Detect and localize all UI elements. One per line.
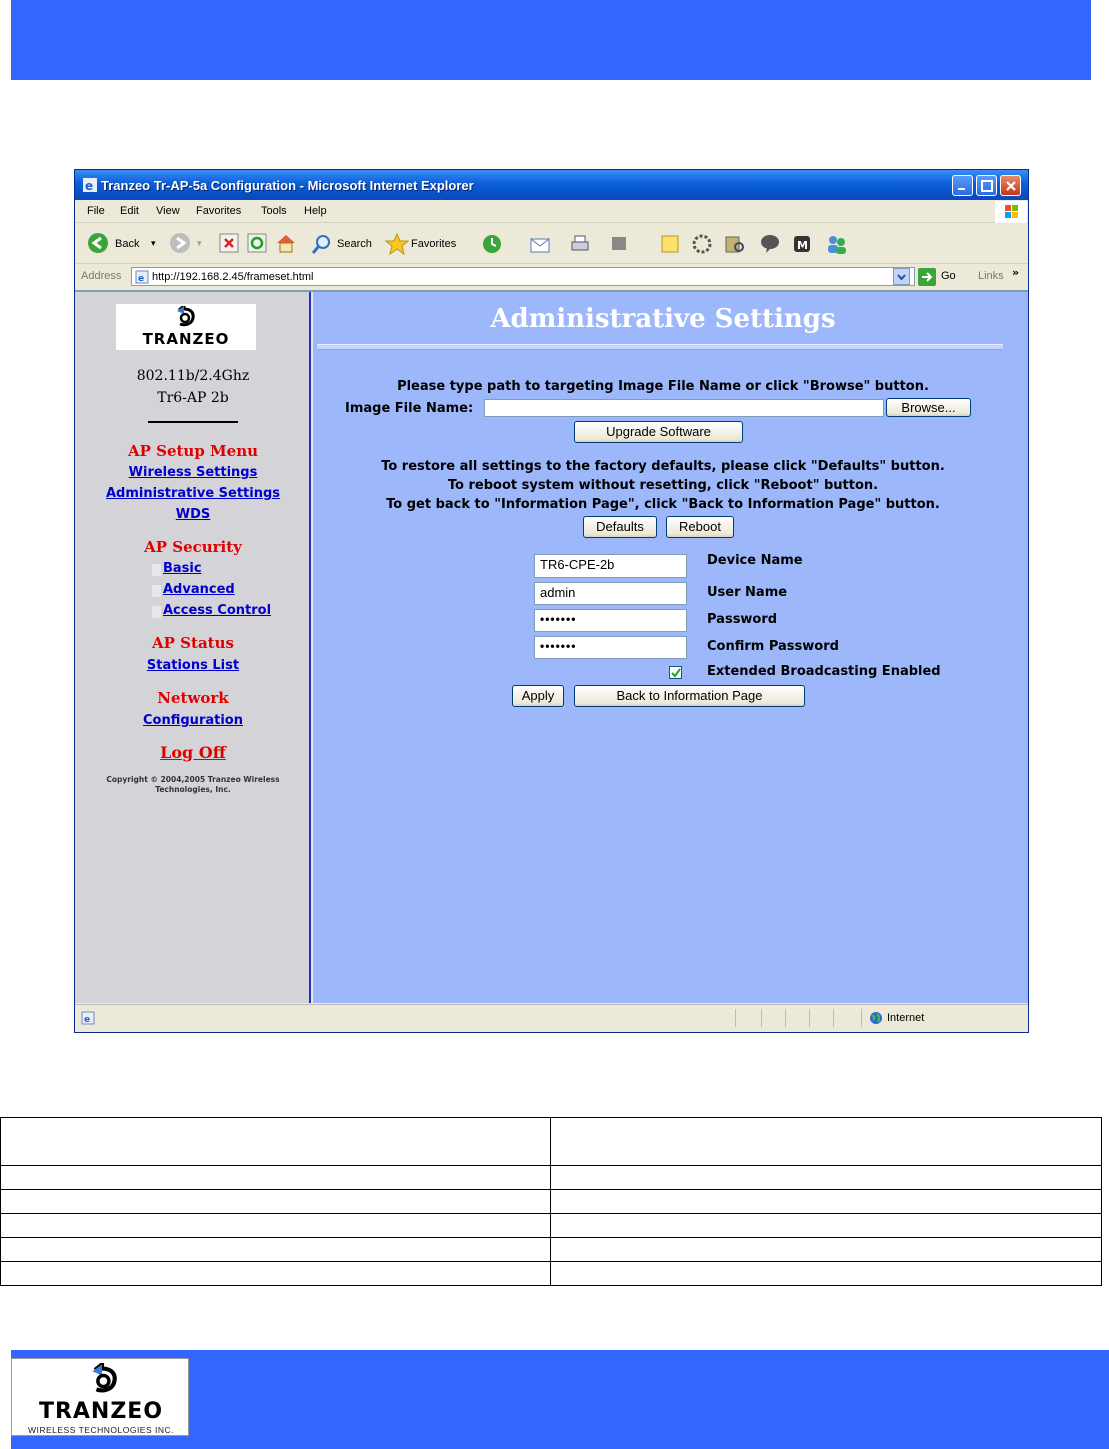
research-icon[interactable] bbox=[723, 233, 745, 255]
sidebar-item-access-control[interactable]: Access Control bbox=[163, 603, 272, 618]
svg-text:e: e bbox=[85, 179, 94, 192]
back-button[interactable]: Back bbox=[115, 238, 140, 250]
window-title: Tranzeo Tr-AP-5a Configuration - Microsoft Internet Explorer bbox=[101, 178, 474, 193]
tranzeo-logo-mark-icon bbox=[171, 306, 197, 330]
edit-icon[interactable] bbox=[609, 233, 629, 253]
table-cell bbox=[1, 1214, 551, 1238]
menu-favorites[interactable]: Favorites bbox=[196, 205, 242, 217]
bullet-icon bbox=[152, 585, 161, 597]
ie-window bbox=[74, 169, 1029, 1033]
menu-help[interactable]: Help bbox=[304, 205, 327, 217]
password-input[interactable]: ••••••• bbox=[534, 609, 687, 632]
upload-instruction: Please type path to targeting Image File Name or click "Browse" button. bbox=[397, 379, 929, 394]
tranzeo-logo bbox=[116, 304, 256, 350]
links-chevron-icon[interactable]: » bbox=[1012, 266, 1020, 279]
page-header-band bbox=[11, 0, 1091, 80]
page-icon bbox=[135, 270, 149, 284]
title-bar[interactable] bbox=[75, 170, 1028, 200]
messenger-balloon-icon[interactable] bbox=[759, 233, 781, 255]
confirm-password-input[interactable]: ••••••• bbox=[534, 636, 687, 659]
table-row bbox=[1, 1190, 1102, 1214]
status-separator bbox=[761, 1009, 762, 1027]
back-dropdown-icon[interactable]: ▾ bbox=[151, 238, 156, 248]
main-frame bbox=[313, 292, 1028, 1003]
sidebar-item-configuration[interactable]: Configuration bbox=[143, 713, 243, 728]
checkmark-icon bbox=[671, 668, 681, 678]
ap-setup-menu-heading: AP Setup Menu bbox=[127, 442, 259, 460]
back-to-information-page-button[interactable]: Back to Information Page bbox=[574, 685, 805, 707]
table-cell bbox=[1, 1166, 551, 1190]
bullet-icon bbox=[152, 564, 161, 576]
footer-logo-wordmark: TRANZEO bbox=[38, 1399, 164, 1424]
table-row bbox=[1, 1166, 1102, 1190]
internet-globe-icon bbox=[869, 1011, 883, 1025]
forward-dropdown-icon[interactable]: ▾ bbox=[197, 238, 202, 248]
status-separator bbox=[861, 1009, 862, 1027]
network-heading: Network bbox=[157, 689, 229, 707]
extended-broadcast-checkbox[interactable] bbox=[669, 666, 682, 679]
address-bar bbox=[75, 265, 1028, 289]
apply-button[interactable]: Apply bbox=[512, 685, 564, 707]
favorites-button[interactable]: Favorites bbox=[411, 238, 457, 250]
status-bar bbox=[75, 1004, 1028, 1032]
upgrade-software-button[interactable]: Upgrade Software bbox=[574, 421, 743, 443]
minimize-button[interactable] bbox=[952, 175, 973, 196]
user-name-input[interactable]: admin bbox=[534, 582, 687, 605]
table-cell bbox=[551, 1262, 1102, 1286]
bullet-icon bbox=[152, 606, 161, 618]
security-zone: Internet bbox=[887, 1012, 925, 1024]
ap-security-heading: AP Security bbox=[144, 538, 242, 556]
menu-edit[interactable]: Edit bbox=[120, 205, 139, 217]
svg-text:M: M bbox=[797, 239, 808, 252]
sidebar-divider bbox=[148, 421, 238, 423]
image-file-label: Image File Name: bbox=[345, 401, 474, 416]
maximize-button[interactable] bbox=[976, 175, 997, 196]
sidebar-item-basic[interactable]: Basic bbox=[163, 561, 202, 576]
table-cell bbox=[551, 1118, 1102, 1166]
copyright-line-2: Technologies, Inc. bbox=[155, 785, 231, 794]
copyright-text bbox=[81, 775, 305, 795]
sidebar-item-administrative-settings[interactable]: Administrative Settings bbox=[105, 486, 281, 501]
footer-logo-subtext: WIRELESS TECHNOLOGIES INC. bbox=[27, 1425, 175, 1435]
media-icon[interactable] bbox=[791, 233, 813, 255]
svg-text:e: e bbox=[84, 1015, 91, 1025]
page-status-icon bbox=[81, 1011, 95, 1025]
back-arrow-icon[interactable] bbox=[87, 232, 109, 254]
table-cell bbox=[551, 1214, 1102, 1238]
status-separator bbox=[809, 1009, 810, 1027]
sidebar-item-wds[interactable]: WDS bbox=[175, 507, 211, 522]
menu-file[interactable]: File bbox=[87, 205, 105, 217]
ap-status-heading: AP Status bbox=[152, 634, 234, 652]
table-row bbox=[1, 1238, 1102, 1262]
toolbar bbox=[75, 224, 1028, 264]
log-off-link[interactable]: Log Off bbox=[160, 743, 226, 762]
mail-icon[interactable] bbox=[529, 233, 555, 255]
table-cell bbox=[1, 1118, 551, 1166]
go-button[interactable]: Go bbox=[941, 270, 956, 282]
table-header-row bbox=[1, 1118, 1102, 1166]
address-url: http://192.168.2.45/frameset.html bbox=[152, 271, 314, 283]
status-separator bbox=[785, 1009, 786, 1027]
page-content bbox=[75, 290, 1028, 1003]
reboot-instruction: To reboot system without resetting, click "Reboot" button. bbox=[447, 478, 879, 493]
status-separator bbox=[833, 1009, 834, 1027]
forward-arrow-icon[interactable] bbox=[169, 232, 191, 254]
close-button[interactable] bbox=[1000, 175, 1021, 196]
stop-icon[interactable] bbox=[219, 233, 239, 253]
model-band: 802.11b/2.4Ghz bbox=[136, 368, 250, 384]
favorites-star-icon[interactable] bbox=[385, 233, 409, 255]
links-label[interactable]: Links bbox=[978, 270, 1004, 282]
device-name-input[interactable]: TR6-CPE-2b bbox=[534, 554, 687, 578]
page-title: Administrative Settings bbox=[490, 304, 836, 334]
footer-logo bbox=[11, 1358, 189, 1436]
confirm-password-label: Confirm Password bbox=[707, 639, 839, 654]
table-row bbox=[1, 1262, 1102, 1286]
status-separator bbox=[735, 1009, 736, 1027]
table-cell bbox=[1, 1262, 551, 1286]
table-cell bbox=[551, 1190, 1102, 1214]
notes-icon[interactable] bbox=[659, 233, 681, 255]
ie-icon bbox=[83, 178, 97, 192]
tranzeo-logo-mark-icon bbox=[84, 1363, 120, 1399]
refresh-icon[interactable] bbox=[247, 233, 267, 253]
browse-button[interactable]: Browse... bbox=[886, 398, 971, 417]
print-icon[interactable] bbox=[569, 233, 591, 255]
defaults-button[interactable]: Defaults bbox=[583, 516, 657, 538]
windows-logo-icon bbox=[995, 201, 1027, 223]
password-label: Password bbox=[707, 612, 778, 627]
history-icon[interactable] bbox=[481, 233, 503, 255]
menu-tools[interactable]: Tools bbox=[261, 205, 287, 217]
logo-wordmark: TRANZEO bbox=[142, 330, 230, 348]
title-divider bbox=[317, 344, 1003, 350]
go-arrow-icon[interactable] bbox=[918, 268, 936, 286]
table-cell bbox=[551, 1238, 1102, 1262]
copyright-line-1: Copyright © 2004,2005 Tranzeo Wireless bbox=[106, 775, 280, 784]
home-icon[interactable] bbox=[275, 233, 297, 253]
restore-instruction: To restore all settings to the factory defaults, please click "Defaults" button. bbox=[381, 459, 945, 474]
model-name: Tr6-AP 2b bbox=[157, 390, 229, 406]
device-name-label: Device Name bbox=[707, 553, 803, 568]
address-dropdown-icon[interactable] bbox=[893, 268, 910, 285]
sidebar-item-advanced[interactable]: Advanced bbox=[163, 582, 235, 597]
back-instruction: To get back to "Information Page", click "Back to Information Page" button. bbox=[386, 497, 940, 512]
user-name-label: User Name bbox=[707, 585, 788, 600]
menu-bar bbox=[75, 201, 1028, 223]
image-file-input[interactable] bbox=[484, 399, 884, 417]
table-cell bbox=[1, 1190, 551, 1214]
address-label: Address bbox=[81, 270, 122, 282]
menu-view[interactable]: View bbox=[156, 205, 180, 217]
flower-icon[interactable] bbox=[691, 233, 713, 255]
svg-text:e: e bbox=[138, 274, 145, 284]
messenger-people-icon[interactable] bbox=[825, 233, 849, 255]
table-row bbox=[1, 1214, 1102, 1238]
search-button[interactable]: Search bbox=[337, 238, 372, 250]
address-input[interactable] bbox=[131, 267, 915, 286]
sidebar-frame bbox=[75, 292, 311, 1003]
sidebar-item-wireless-settings[interactable]: Wireless Settings bbox=[128, 465, 258, 480]
reboot-button[interactable]: Reboot bbox=[666, 516, 734, 538]
sidebar-item-stations-list[interactable]: Stations List bbox=[146, 658, 240, 673]
table-cell bbox=[1, 1238, 551, 1262]
extended-broadcast-label: Extended Broadcasting Enabled bbox=[707, 664, 941, 679]
search-icon[interactable] bbox=[311, 233, 333, 255]
table-cell bbox=[551, 1166, 1102, 1190]
document-table bbox=[0, 1117, 1102, 1286]
